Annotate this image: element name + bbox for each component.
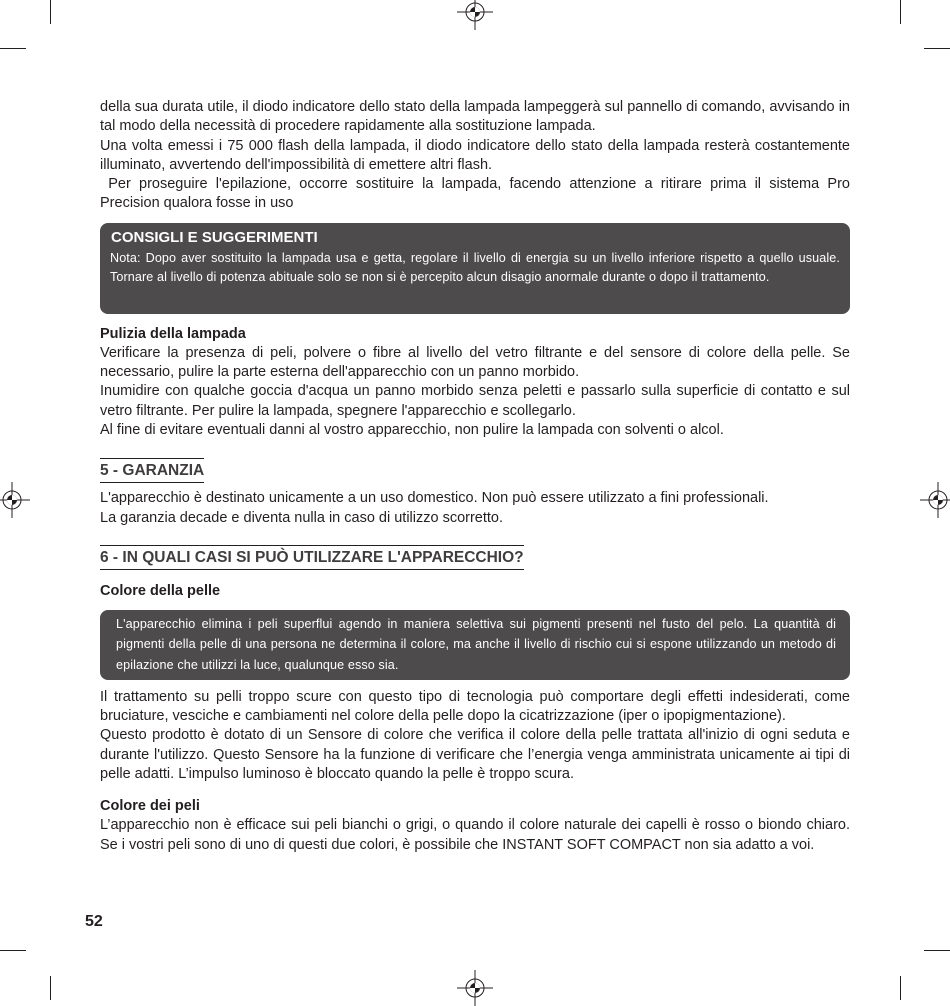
hair-paragraph: L’apparecchio non è efficace sui peli bianchi o grigi, o quando il colore naturale dei capelli è rosso o biondo chiaro. Se i vostri peli sono di uno di questi due colori, è possibile che INSTANT SOFT COMPACT non sia adatto a voi. [100, 817, 850, 853]
tips-box-title: CONSIGLI E SUGGERIMENTI [111, 228, 318, 246]
warranty-paragraph: L'apparecchio è destinato unicamente a un uso domestico. Non può essere utilizzato a fini professionali. [100, 490, 769, 507]
crop-mark [924, 950, 950, 951]
cleaning-paragraph: Verificare la presenza di peli, polvere o fibre al livello del vetro filtrante e del sensore di colore della pelle. Se necessario, pulire la parte esterna dell'apparecchio con un panno morbido. [100, 344, 850, 381]
cleaning-paragraph: Inumidire con qualche goccia d'acqua un panno morbido senza peletti e passarlo sulla superficie di contatto e sul vetro filtrante. Per pulire la lampada, spegnere l'apparecchio e scollegarlo. [100, 383, 850, 419]
crop-mark [924, 48, 950, 49]
tips-box-text: Nota: Dopo aver sostituito la lampada usa e getta, regolare il livello di energia su un livello inferiore rispetto a quello usuale. Tornare al livello di potenza abituale solo se non si è percepito alcun disagio anormale durante o dopo il trattamento. [110, 250, 840, 285]
skin-info-box [100, 610, 850, 680]
crop-mark [0, 48, 26, 49]
section-title-usage: 6 - IN QUALI CASI SI PUÒ UTILIZZARE L'APPARECCHIO? [100, 545, 524, 570]
page-content [100, 98, 855, 855]
section-title-garanzia: 5 - GARANZIA [100, 458, 204, 483]
tips-box [100, 223, 850, 314]
skin-paragraph: Il trattamento su pelli troppo scure con questo tipo di tecnologia può comportare degli effetti indesiderati, come bruciature, vesciche e cambiamenti nel colore della pelle dopo la cicatrizzazione (iper o ipopigmentazione). [100, 688, 850, 725]
intro-paragraph: Una volta emessi i 75 000 flash della lampada, il diodo indicatore dello stato della lampada resterà costantemente illuminato, avvertendo dell'impossibilità di emettere altri flash. [100, 137, 850, 173]
crop-mark [50, 0, 51, 24]
registration-mark-icon [457, 970, 493, 1006]
warranty-paragraph: La garanzia decade e diventa nulla in caso di utilizzo scorretto. [100, 509, 504, 526]
intro-paragraph: della sua durata utile, il diodo indicatore dello stato della lampada lampeggerà sul pannello di comando, avvisando in tal modo della necessità di procedere rapidamente alla sostituzione lampada. [100, 99, 850, 135]
crop-mark [900, 0, 901, 24]
registration-mark-icon [457, 0, 493, 30]
cleaning-title: Pulizia della lampada [100, 325, 246, 342]
crop-mark [50, 976, 51, 1000]
intro-paragraph: Per proseguire l'epilazione, occorre sostituire la lampada, facendo attenzione a ritirare prima il sistema Pro Precision qualora fosse in uso [100, 176, 855, 212]
skin-paragraph: Questo prodotto è dotato di un Sensore di colore che verifica il colore della pelle trattata all'inizio di ogni seduta e durante l'utilizzo. Questo Sensore ha la funzione di verificare che l’energia venga amministrata unicamente ai tipi di pelle adatti. L’impulso luminoso è bloccato quando la pelle è troppo scura. [100, 727, 850, 783]
cleaning-paragraph: Al fine di evitare eventuali danni al vostro apparecchio, non pulire la lampada con solventi o alcol. [100, 421, 724, 438]
page-number: 52 [85, 913, 103, 930]
crop-mark [900, 976, 901, 1000]
crop-mark [0, 950, 26, 951]
hair-color-title: Colore dei peli [100, 798, 200, 815]
registration-mark-icon [920, 482, 950, 518]
skin-info-text: L'apparecchio elimina i peli superflui agendo in maniera selettiva sui pigmenti presenti nel fusto del pelo. La quantità di pigmenti della pelle di una persona ne determina il colore, ma anche il livello di rischio cui si espone utilizzando un metodo di epilazione che utilizzi la luce, qualunque esso sia. [116, 616, 836, 672]
skin-color-title: Colore della pelle [100, 582, 221, 599]
registration-mark-icon [0, 482, 30, 518]
